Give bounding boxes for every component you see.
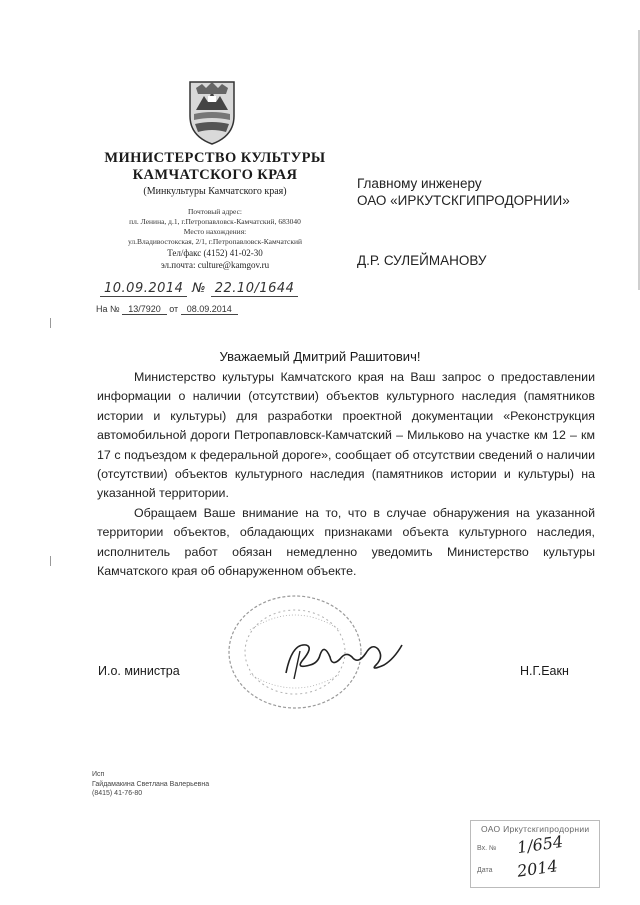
location-label: Место нахождения:: [183, 227, 247, 236]
executor-phone: (8415) 41-76-80: [92, 790, 143, 797]
executor-name: Гайдамакина Светлана Валерьевна: [92, 780, 210, 788]
margin-mark: [50, 556, 51, 566]
ministry-title-line1: МИНИСТЕРСТВО КУЛЬТУРЫ: [104, 150, 326, 166]
salutation: Уважаемый Дмитрий Рашитович!: [219, 349, 421, 364]
executor-label: Исп: [92, 771, 105, 778]
postal-label: Почтовый адрес:: [188, 207, 242, 216]
incoming-stamp: [470, 820, 600, 888]
executor-block: [92, 770, 209, 799]
reference-number: 13/7920: [122, 304, 167, 315]
ministry-email: эл.почта: culture@kamgov.ru: [160, 260, 270, 270]
addressee-name: Д.Р. СУЛЕЙМАНОВУ: [357, 253, 487, 268]
location-address: ул.Владивостокская, 2/1, г.Петропавловск-Камчатский: [127, 237, 303, 246]
ministry-title-line2: КАМЧАТСКОГО КРАЯ: [132, 167, 298, 183]
addressee-position-line1: Главному инженеру: [357, 176, 482, 191]
reference-line: [96, 304, 238, 314]
body-paragraph-1: Министерство культуры Камчатского края на Ваш запрос о предоставлении информации о наличии (отсутствии) объектов культурного наследия (памятников истории и культуры) для разработки проектной документации «Реконструкция автомобильной дороги Петропавловск-Камчатский – Мильково на участке км 12 – км 17 с подъездом к федеральной дороге», сообщает об отсутствии сведений о наличии (отсутствии) объектов культурного наследия (памятников истории и культуры) на указанной территории.: [97, 370, 595, 501]
reference-from-label: от: [169, 304, 179, 314]
ministry-address-block: [90, 207, 340, 271]
handwritten-signature-icon: [280, 635, 410, 685]
incoming-stamp-number: 1/654: [515, 831, 565, 858]
ministry-header: [90, 150, 340, 271]
ministry-phone: Тел/факс (4152) 41-02-30: [167, 248, 263, 258]
addressee-block: [357, 175, 570, 269]
incoming-stamp-number-label: Вх. №: [477, 845, 497, 852]
ministry-short-name: (Минкультуры Камчатского края): [143, 186, 287, 197]
addressee-position-line2: ОАО «ИРКУТСКГИПРОДОРНИИ»: [357, 193, 570, 208]
signer-role: И.о. министра: [98, 664, 180, 678]
registration-line: [100, 281, 298, 296]
registration-number-sign: №: [192, 281, 207, 296]
signer-name: Н.Г.Еакн: [520, 664, 569, 678]
postal-address: пл. Ленина, д.1, г.Петропавловск-Камчатский, 683040: [129, 217, 301, 226]
body-paragraph-2: Обращаем Ваше внимание на то, что в случае обнаружения на указанной территории объектов, обладающих признаками объекта культурного наследия, исполнитель работ обязан немедленно уведомить Министерство культуры Камчатского края об обнаруженном объекте.: [97, 505, 595, 579]
reference-label: На №: [96, 304, 120, 314]
incoming-stamp-date-label: Дата: [477, 867, 493, 874]
registration-date: 10.09.2014: [100, 281, 187, 297]
margin-mark: [50, 318, 51, 328]
registration-number: 22.10/1644: [211, 281, 299, 297]
reference-date: 08.09.2014: [181, 304, 238, 315]
letter-body: [97, 368, 595, 581]
kamchatka-coat-of-arms-icon: [186, 76, 238, 146]
incoming-stamp-date: 2014: [515, 856, 559, 881]
incoming-stamp-org: ОАО Иркутскгипродорнии: [481, 824, 590, 834]
